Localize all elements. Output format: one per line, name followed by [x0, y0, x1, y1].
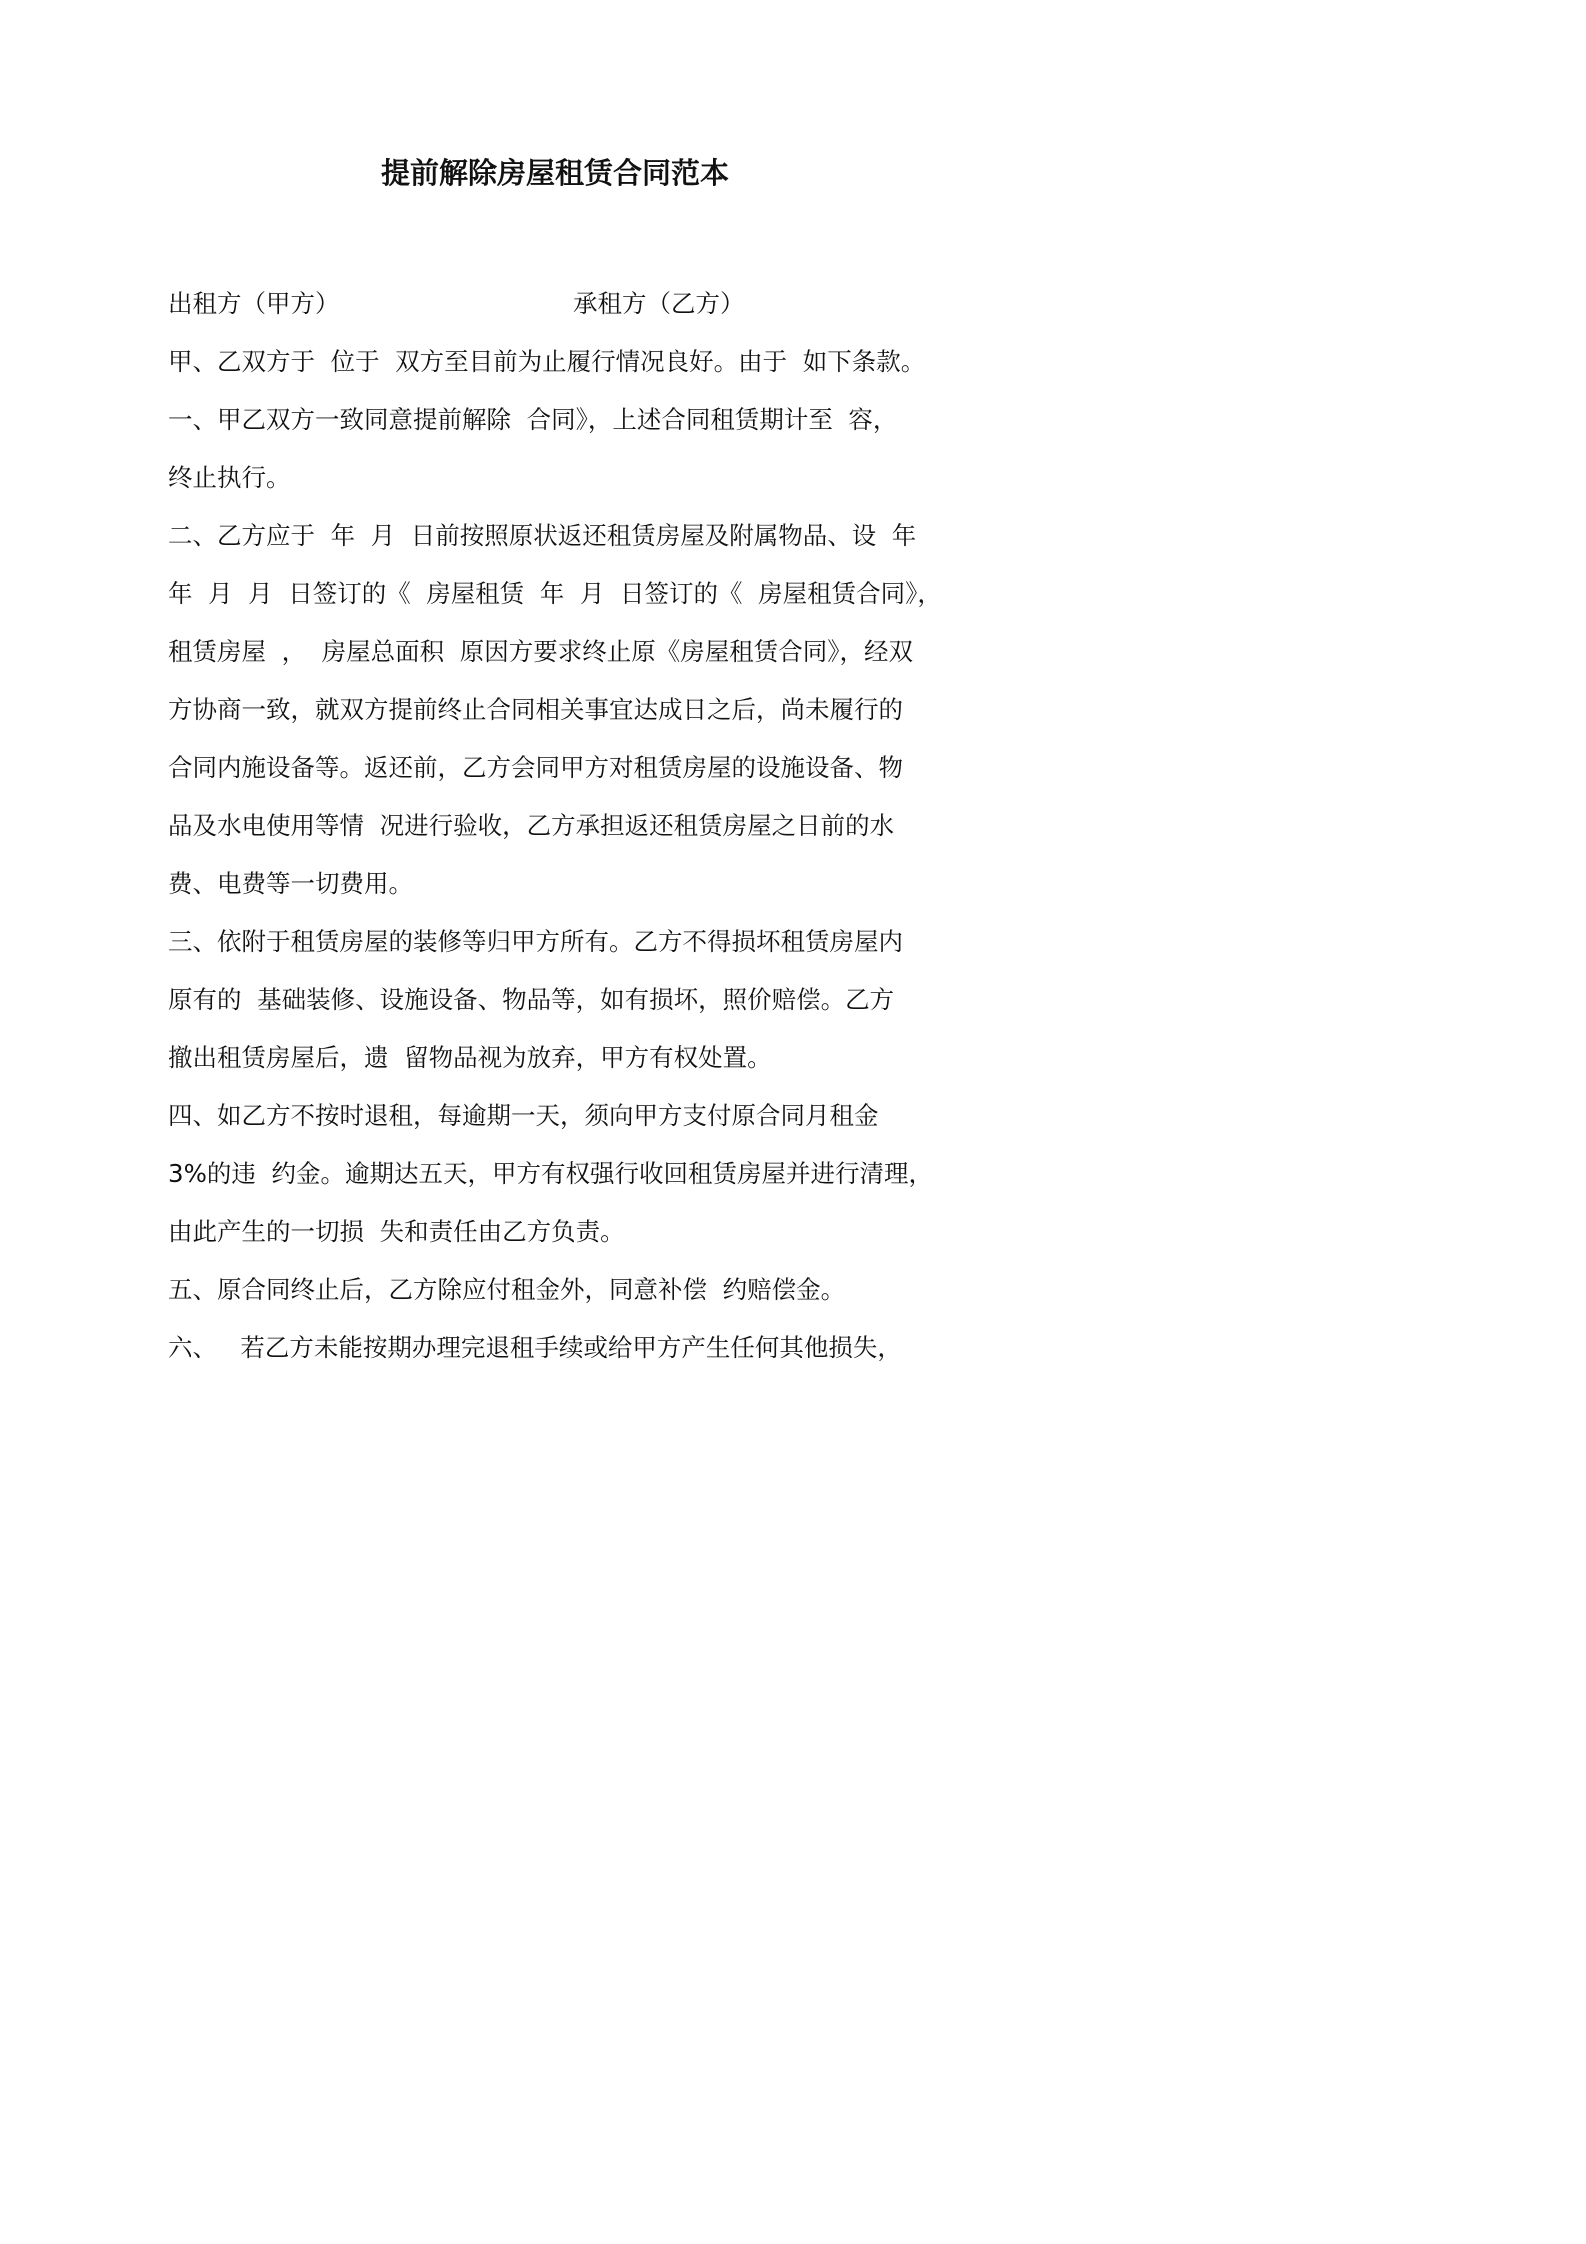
party-a-label: 出租方（甲方）: [168, 289, 340, 318]
clause-3-line: 撤出租赁房屋后，遗 留物品视为放弃，甲方有权处置。: [168, 1043, 772, 1072]
document-title: 提前解除房屋租赁合同范本: [380, 156, 729, 190]
clause-1-line: 终止执行。: [168, 463, 291, 492]
clause-3-line: 三、依附于租赁房屋的装修等归甲方所有。乙方不得损坏租赁房屋内: [168, 927, 903, 956]
clause-4-line: 由此产生的一切损 失和责任由乙方负责。: [168, 1217, 625, 1246]
clause-3-line: 原有的 基础装修、设施设备、物品等，如有损坏，照价赔偿。乙方: [168, 985, 895, 1014]
clause-2-line: 品及水电使用等情 况进行验收，乙方承担返还租赁房屋之日前的水: [168, 811, 895, 840]
clause-2-line: 租赁房屋 ， 房屋总面积 原因方要求终止原《房屋租赁合同》，经双: [168, 637, 913, 666]
document-page: [0, 0, 1104, 1562]
party-b-label: 承租方（乙方）: [573, 289, 745, 318]
preamble-line: 甲、乙双方于 位于 双方至目前为止履行情况良好。由于 如下条款。: [168, 347, 926, 376]
clause-5-line: 五、原合同终止后，乙方除应付租金外，同意补偿 约赔偿金。: [168, 1275, 846, 1304]
clause-6-line: 六、 若乙方未能按期办理完退租手续或给甲方产生任何其他损失，: [168, 1333, 902, 1362]
clause-2-line: 年 月 月 日签订的《 房屋租赁 年 月 日签订的《 房屋租赁合同》，: [168, 579, 942, 608]
clause-2-line: 二、乙方应于 年 月 日前按照原状返还租赁房屋及附属物品、设 年: [168, 521, 917, 550]
clause-2-line: 方协商一致，就双方提前终止合同相关事宜达成日之后，尚未履行的: [168, 695, 903, 724]
clause-2-line: 费、电费等一切费用。: [168, 869, 413, 898]
clause-4-line: 四、如乙方不按时退租，每逾期一天，须向甲方支付原合同月租金: [168, 1101, 879, 1130]
clause-1-line: 一、甲乙双方一致同意提前解除 合同》，上述合同租赁期计至 容，: [168, 405, 898, 434]
clause-2-line: 合同内施设备等。返还前，乙方会同甲方对租赁房屋的设施设备、物: [168, 753, 903, 782]
clause-4-line: 3%的违 约金。逾期达五天，甲方有权强行收回租赁房屋并进行清理，: [168, 1159, 933, 1188]
